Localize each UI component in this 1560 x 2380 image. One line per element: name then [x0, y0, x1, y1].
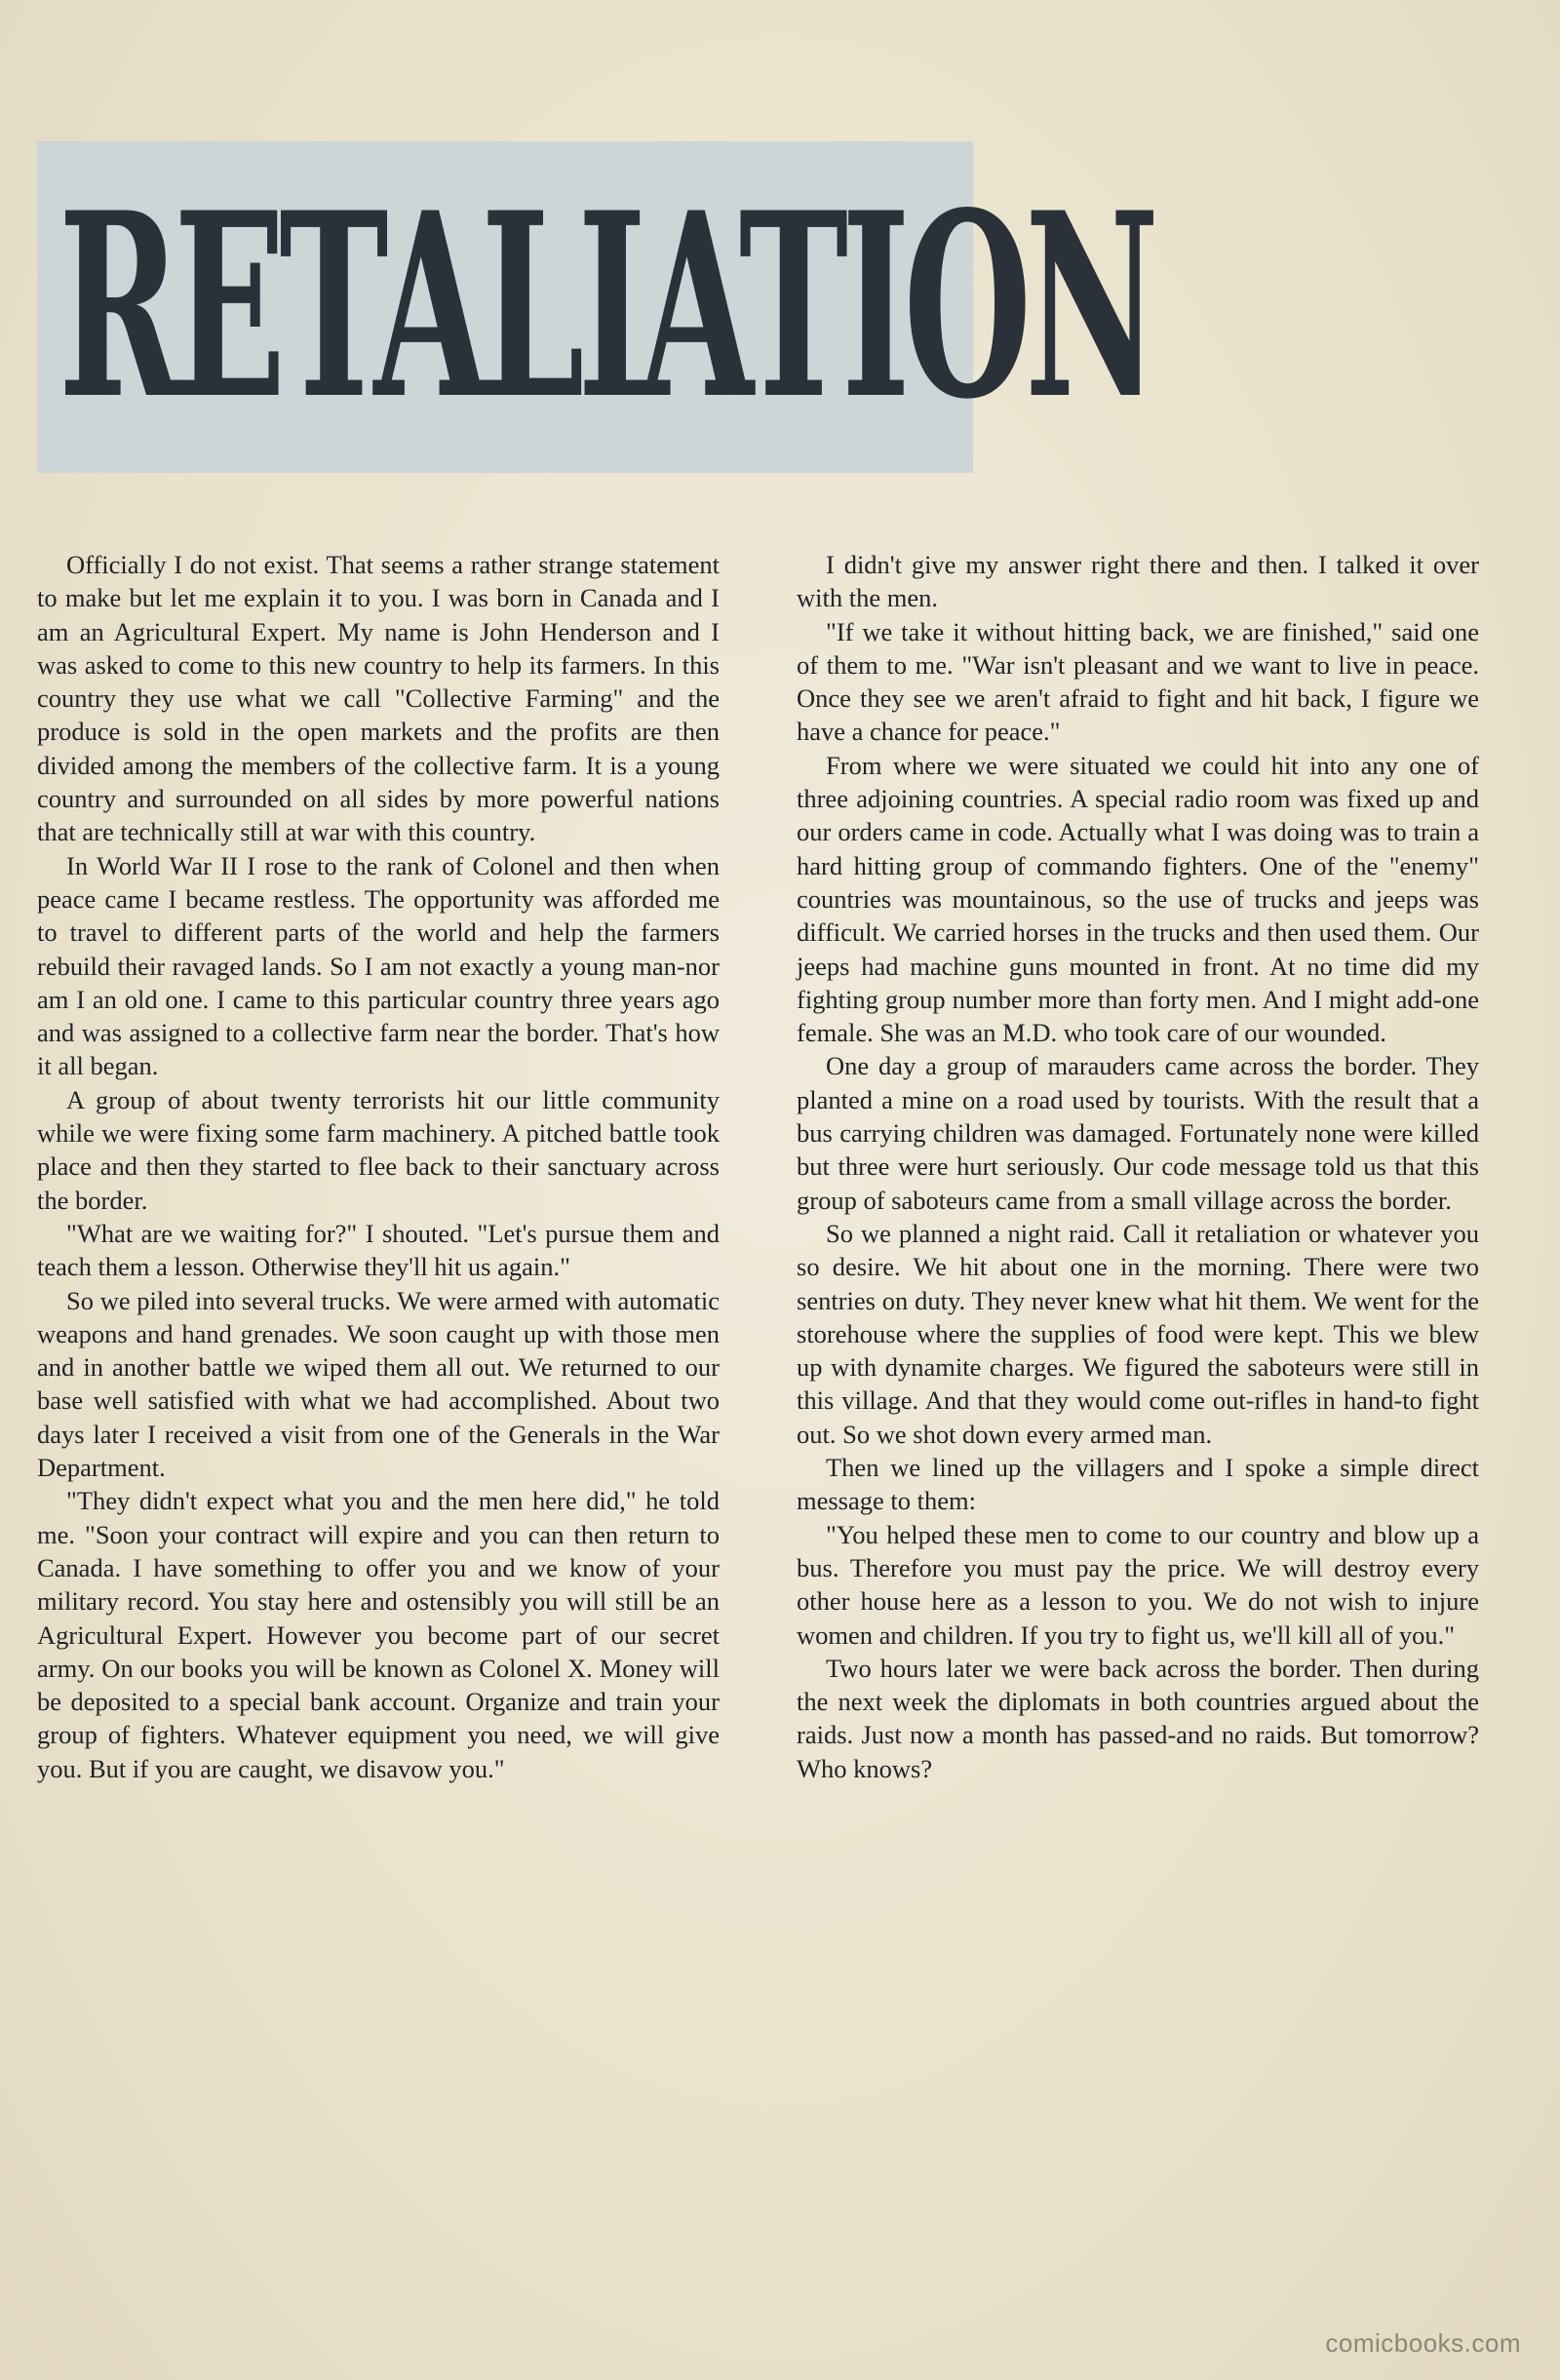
paragraph: So we planned a night raid. Call it retaliation or whatever you so desire. We hit about one in the morning. There were two sentries on duty. They never knew what hit them. We went for the storehouse where the supplies of food were kept. This we blew up with dynamite charges. We figured the saboteurs were still in this village. And that they would come out-rifles in hand-to fight out. So we shot down every armed man.	[797, 1218, 1479, 1449]
paragraph: In World War II I rose to the rank of Colonel and then when peace came I became restless. The opportunity was afforded me to travel to different parts of the world and help the farmers rebuild their ravaged lands. So I am not exactly a young man-nor am I an old one. I came to this particular country three years ago and was assigned to a collective farm near the border. That's how it all began.	[37, 850, 720, 1081]
paragraph: So we piled into several trucks. We were armed with automatic weapons and hand grenades. We soon caught up with those men and in another battle we wiped them all out. We returned to our base well satisfied with what we had accomplished. About two days later I received a visit from one of the Generals in the War Department.	[37, 1285, 720, 1483]
paragraph: "You helped these men to come to our country and blow up a bus. Therefore you must pay the price. We will destroy every other house here as a lesson to you. We do not wish to injure women and children. If you try to fight us, we'll kill all of you."	[797, 1519, 1479, 1650]
paragraph: "What are we waiting for?" I shouted. "Let's pursue them and teach them a lesson. Otherwise they'll hit us again."	[37, 1218, 720, 1282]
source-watermark: comicbooks.com	[1325, 2328, 1521, 2358]
paragraph: "They didn't expect what you and the men here did," he told me. "Soon your contract will expire and you can then return to Canada. I have something to offer you and we know of your military record. You stay here and ostensibly you will still be an Agricultural Expert. However you become part of our secret army. On our books you will be known as Colonel X. Money will be deposited to a special bank account. Organize and train your group of fighters. Whatever equipment you need, we will give you. But if you are caught, we disavow you."	[37, 1486, 720, 1783]
paragraph: Two hours later we were back across the border. Then during the next week the diplomats in both countries argued about the raids. Just now a month has passed-and no raids. But tomorrow? Who knows?	[797, 1653, 1479, 1783]
right-text-column	[797, 548, 1479, 1785]
story-title: RETALIATION	[58, 158, 1152, 455]
paragraph: One day a group of marauders came across the border. They planted a mine on a road used by tourists. With the result that a bus carrying children was damaged. Fortunately none were killed but three were hurt seriously. Our code message told us that this group of saboteurs came from a small village across the border.	[797, 1051, 1479, 1215]
paragraph: A group of about twenty terrorists hit our little community while we were fixing some farm machinery. A pitched battle took place and then they started to flee back to their sanctuary across the border.	[37, 1084, 720, 1215]
paragraph: Then we lined up the villagers and I spoke a simple direct message to them:	[797, 1453, 1479, 1516]
left-text-column	[37, 548, 720, 1785]
paragraph: "If we take it without hitting back, we are finished," said one of them to me. "War isn't pleasant and we want to live in peace. Once they see we aren't afraid to fight and hit back, I figure we have a chance for peace."	[797, 616, 1479, 747]
paragraph: Officially I do not exist. That seems a rather strange statement to make but let me explain it to you. I was born in Canada and I am an Agricultural Expert. My name is John Henderson and I was asked to come to this new country to help its farmers. In this country they use what we call "Collective Farming" and the produce is sold in the open markets and the profits are then divided among the members of the collective farm. It is a young country and surrounded on all sides by more powerful nations that are technically still at war with this country.	[37, 550, 720, 847]
paragraph: From where we were situated we could hit into any one of three adjoining countries. A special radio room was fixed up and our orders came in code. Actually what I was doing was to train a hard hitting group of commando fighters. One of the "enemy" countries was mountainous, so the use of trucks and jeeps was difficult. We carried horses in the trucks and then used them. Our jeeps had machine guns mounted in front. At no time did my fighting group number more than forty men. And I might add-one female. She was an M.D. who took care of our wounded.	[797, 750, 1479, 1048]
paragraph: I didn't give my answer right there and then. I talked it over with the men.	[797, 550, 1479, 613]
